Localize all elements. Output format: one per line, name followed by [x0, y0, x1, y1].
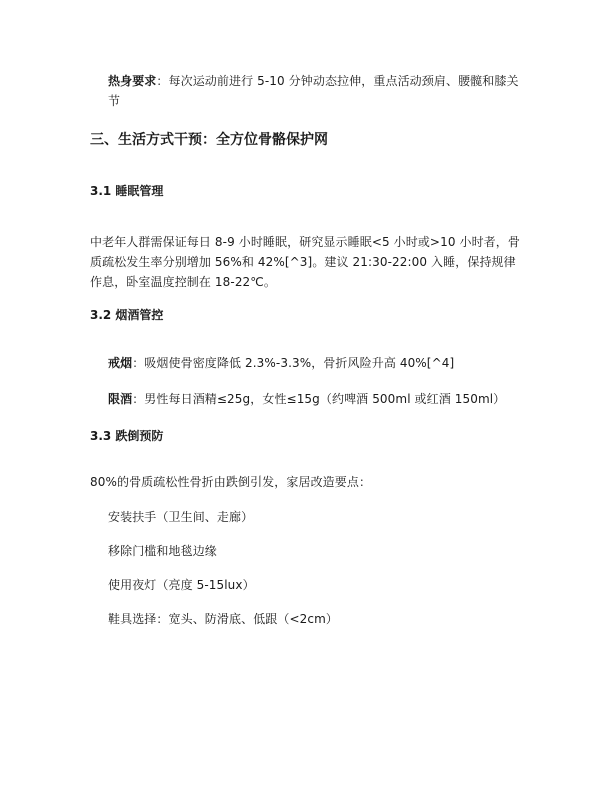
- warmup-paragraph: [108, 71, 526, 111]
- limit-alcohol-label: 限酒: [108, 392, 133, 406]
- quit-smoking-label: 戒烟: [108, 356, 133, 370]
- list-item: 移除门槛和地毯边缘: [108, 544, 217, 558]
- quit-smoking-text: ：吸烟使骨密度降低 2.3%-3.3%，骨折风险升高 40%[^4]: [132, 356, 455, 370]
- warmup-text: ：每次运动前进行 5-10 分钟动态拉伸，重点活动颈肩、腰髋和膝关节: [108, 74, 519, 108]
- sleep-heading: 3.1 睡眠管理: [90, 184, 164, 198]
- fall-prevention-heading: 3.3 跌倒预防: [90, 429, 164, 443]
- section-heading: 三、生活方式干预：全方位骨骼保护网: [90, 132, 328, 148]
- list-item: 安装扶手（卫生间、走廊）: [108, 510, 254, 524]
- limit-alcohol-text: ：男性每日酒精≤25g，女性≤15g（约啤酒 500ml 或红酒 150ml）: [132, 392, 506, 406]
- quit-smoking-item: [108, 353, 526, 373]
- fall-prevention-intro: 80%的骨质疏松性骨折由跌倒引发，家居改造要点：: [90, 475, 372, 489]
- list-item: 鞋具选择：宽头、防滑底、低跟（<2cm）: [108, 612, 338, 626]
- smoking-alcohol-heading: 3.2 烟酒管控: [90, 308, 164, 322]
- limit-alcohol-item: [108, 389, 526, 409]
- sleep-paragraph: 中老年人群需保证每日 8-9 小时睡眠，研究显示睡眠<5 小时或>10 小时者，骨质疏松发生率分别增加 56%和 42%[^3]。建议 21:30-22:00 入睡，保持规律作息，卧室温度控制在 18-22℃。: [90, 235, 520, 289]
- warmup-label: 热身要求: [108, 74, 157, 88]
- list-item: 使用夜灯（亮度 5-15lux）: [108, 578, 255, 592]
